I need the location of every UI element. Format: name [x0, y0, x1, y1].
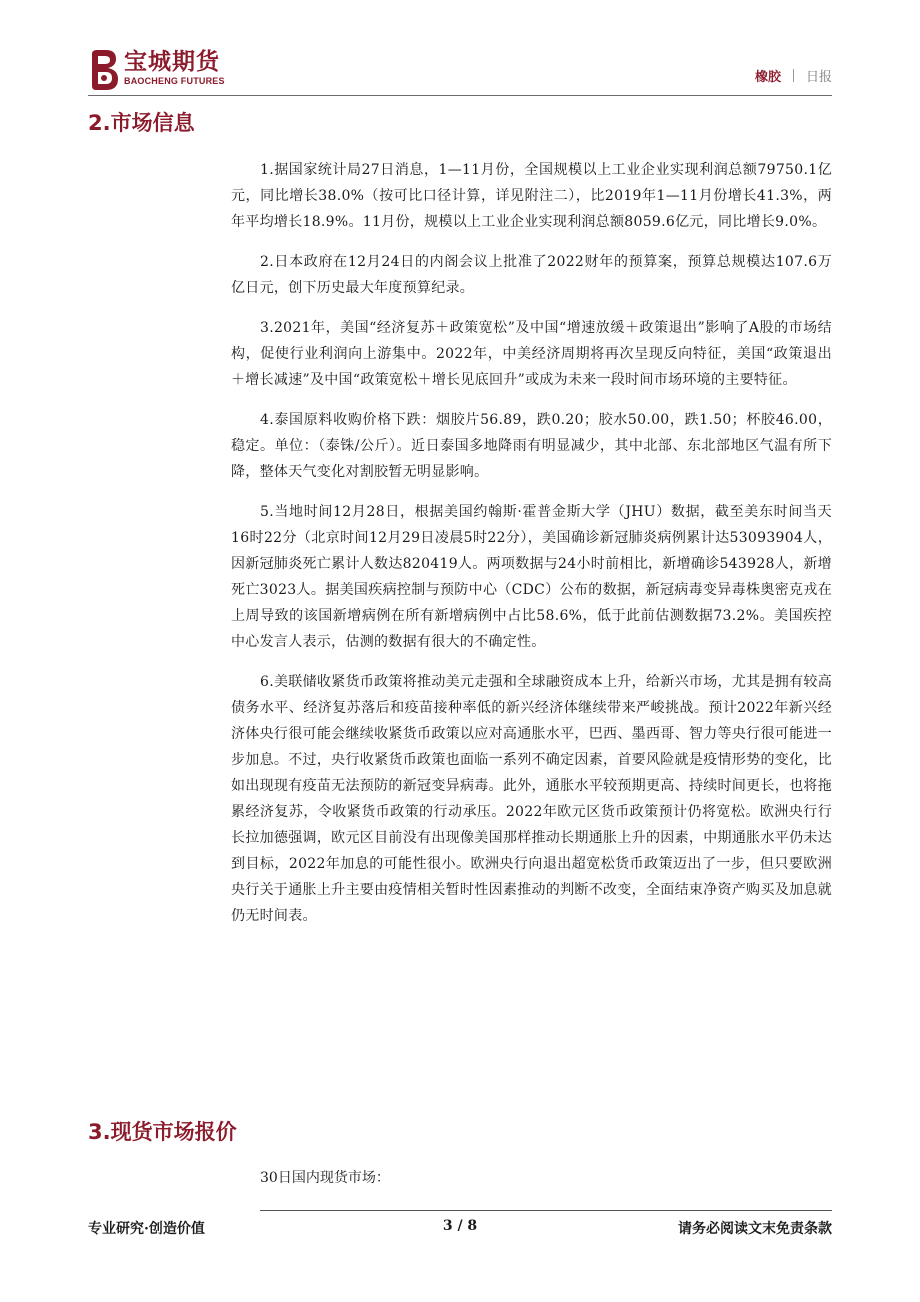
baocheng-logo-icon [88, 48, 120, 92]
footer-rule [260, 1210, 832, 1211]
spot-market-intro: 30日国内现货市场： [260, 1170, 390, 1186]
page-number: 3 / 8 [442, 1218, 478, 1234]
disclaimer-note: 请务必阅读文末免责条款 [678, 1221, 832, 1237]
market-info-body [231, 157, 832, 943]
company-logo [88, 48, 225, 92]
logo-chinese-name: 宝城期货 [124, 49, 220, 75]
news-paragraph: 4.泰国原料收购价格下跌：烟胶片56.89，跌0.20；胶水50.00，跌1.50；杯胶46.00，稳定。单位：（泰铢/公斤）。近日泰国多地降雨有明显减少，其中北部、东北部地区气温有所下降，整体天气变化对割胶暂无明显影响。 [231, 412, 832, 480]
report-type: 日报 [805, 70, 832, 85]
section-title-spot-quotes: 3.现货市场报价 [88, 1120, 237, 1144]
report-tag [755, 66, 832, 85]
logo-english-name: BAOCHENG FUTURES [124, 76, 225, 86]
header-divider [793, 69, 794, 82]
header-rule [88, 95, 832, 96]
page-footer [88, 1218, 832, 1244]
news-paragraph: 6.美联储收紧货币政策将推动美元走强和全球融资成本上升，给新兴市场，尤其是拥有较高债务水平、经济复苏落后和疫苗接种率低的新兴经济体继续带来严峻挑战。预计2022年新兴经济体央行很可能会继续收紧货币政策以应对高通胀水平，巴西、墨西哥、智力等央行很可能进一步加息。不过，央行收紧货币政策也面临一系列不确定因素，首要风险就是疫情形势的变化，比如出现现有疫苗无法预防的新冠变异病毒。此外，通胀水平较预期更高、持续时间更长，也将拖累经济复苏，令收紧货币政策的行动承压。2022年欧元区货币政策预计仍将宽松。欧洲央行行长拉加德强调，欧元区目前没有出现像美国那样推动长期通胀上升的因素，中期通胀水平仍未达到目标，2022年加息的可能性很小。欧洲央行向退出超宽松货币政策迈出了一步，但只要欧洲央行关于通胀上升主要由疫情相关暂时性因素推动的判断不改变，全面结束净资产购买及加息就仍无时间表。 [231, 674, 832, 924]
section-title-market-info: 2.市场信息 [88, 111, 195, 135]
news-paragraph: 2.日本政府在12月24日的内阁会议上批准了2022财年的预算案，预算总规模达107.6万亿日元，创下历史最大年度预算纪录。 [231, 254, 832, 296]
news-paragraph: 1.据国家统计局27日消息，1—11月份，全国规模以上工业企业实现利润总额79750.1亿元，同比增长38.0%（按可比口径计算，详见附注二），比2019年1—11月份增长41.3%，两年平均增长18.9%。11月份，规模以上工业企业实现利润总额8059.6亿元，同比增长9.0%。 [231, 162, 832, 230]
news-paragraph: 3.2021年，美国“经济复苏＋政策宽松”及中国“增速放缓＋政策退出”影响了A股的市场结构，促使行业利润向上游集中。2022年，中美经济周期将再次呈现反向特征，美国“政策退出＋增长减速”及中国“政策宽松＋增长见底回升”或成为未来一段时间市场环境的主要特征。 [231, 320, 832, 388]
report-category: 橡胶 [754, 70, 781, 85]
page-header [88, 44, 832, 94]
footer-slogan: 专业研究·创造价值 [88, 1221, 205, 1237]
news-paragraph: 5.当地时间12月28日，根据美国约翰斯·霍普金斯大学（JHU）数据，截至美东时间当天16时22分（北京时间12月29日凌晨5时22分），美国确诊新冠肺炎病例累计达53093904人，因新冠肺炎死亡累计人数达820419人。两项数据与24小时前相比，新增确诊543928人，新增死亡3023人。据美国疾病控制与预防中心（CDC）公布的数据，新冠病毒变异毒株奥密克戎在上周导致的该国新增病例在所有新增病例中占比58.6%，低于此前估测数据73.2%。美国疾控中心发言人表示，估测的数据有很大的不确定性。 [231, 504, 832, 650]
